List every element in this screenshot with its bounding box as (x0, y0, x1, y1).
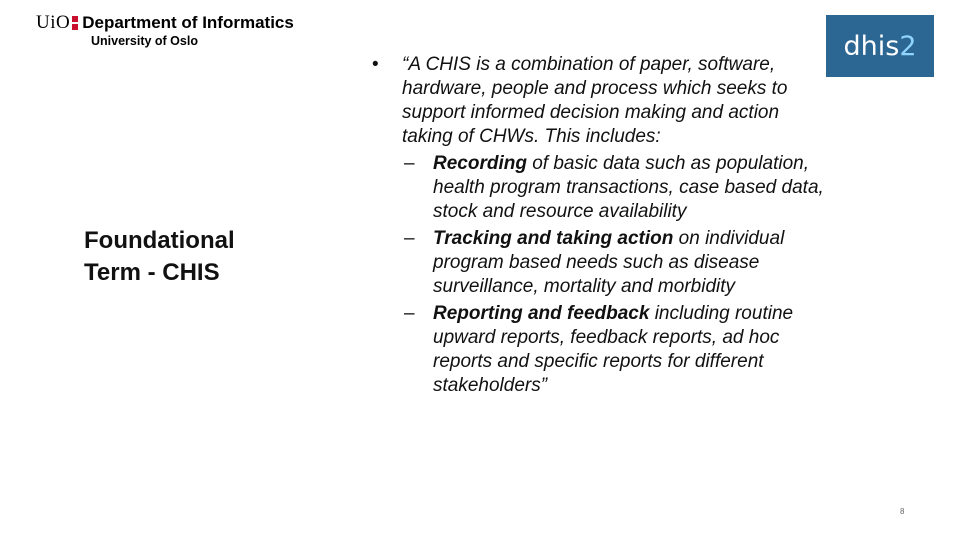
slide-body (372, 53, 832, 398)
sub-bullet-text: including routine upward reports, feedback reports, ad hoc reports and specific reports for different stakeholders” (433, 303, 794, 396)
sub-bullet-bold: Tracking and taking action (433, 228, 674, 249)
sub-bullet-text: of basic data such as population, health program transactions, case based data, stock and resource availability (433, 153, 824, 222)
dash-icon: – (404, 303, 415, 324)
slide-title-line2: Term - CHIS (84, 259, 220, 286)
dhis2-logo-number: 2 (899, 30, 917, 62)
sub-bullet-bold: Reporting and feedback (433, 303, 650, 324)
uio-colon-icon (72, 14, 78, 32)
dash-icon: – (404, 228, 415, 249)
page-number: 8 (900, 507, 905, 516)
sub-bullet-tracking (372, 227, 832, 299)
quote-text: “A CHIS is a combination of paper, software, hardware, people and process which seeks to support informed decision making and action taking of CHWs. This includes: (402, 54, 788, 147)
slide-title (84, 225, 344, 289)
bullet-icon: • (372, 54, 379, 75)
sub-bullet-bold: Recording (433, 153, 527, 174)
sub-bullet-recording (372, 152, 832, 224)
department-name: Department of Informatics (82, 13, 294, 32)
dhis2-logo-text: dhis (843, 30, 900, 62)
dhis2-logo (826, 15, 934, 77)
sub-bullet-reporting (372, 302, 832, 398)
slide-title-line1: Foundational (84, 227, 235, 254)
university-name: University of Oslo (91, 34, 198, 48)
uio-logo (36, 12, 294, 48)
main-bullet (372, 53, 832, 149)
dash-icon: – (404, 153, 415, 174)
sub-bullet-text: on individual program based needs such as disease surveillance, mortality and morbidity (433, 228, 785, 297)
uio-logo-mark: UiO (36, 12, 71, 33)
